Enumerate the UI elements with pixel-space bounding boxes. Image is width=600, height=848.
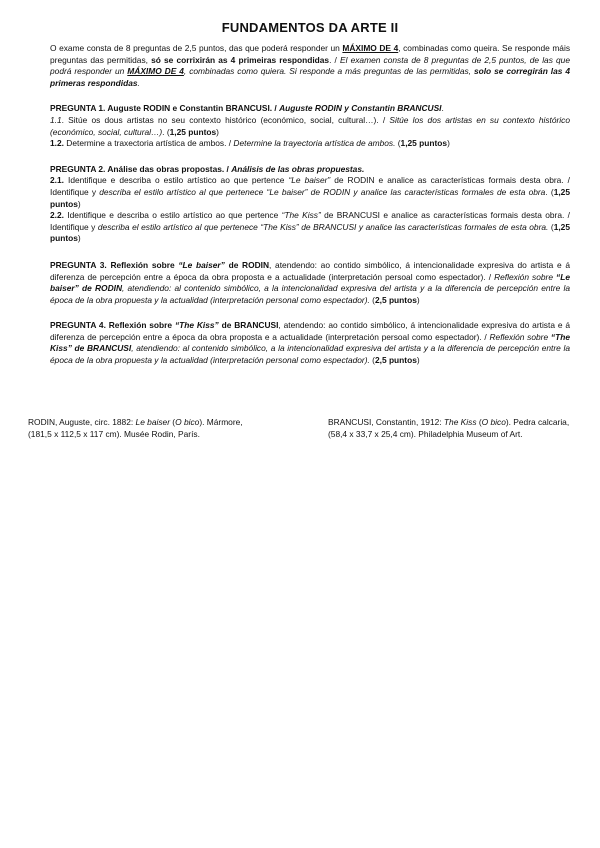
subquestion-text: Determine a traxectoria artística de ambos. /	[63, 138, 234, 149]
subquestion-text: de BRANCUSI e analice as características formais desta obra. / Identifique y	[50, 210, 570, 232]
subquestion-number: 2.1.	[50, 175, 64, 186]
points-label: 1,25 puntos	[400, 138, 448, 149]
exam-instructions	[50, 43, 570, 89]
question-2-2	[50, 210, 570, 245]
correction-rule: só se corrixirán as 4 primeiras respondidas	[151, 54, 330, 65]
separator: . /	[269, 103, 280, 114]
subquestion-text: Identifique e describa o estilo artístico ao que pertence	[63, 175, 289, 186]
artwork-alt-title: O bico	[175, 417, 200, 427]
artwork-captions	[28, 417, 576, 467]
exam-title: FUNDAMENTOS DA ARTE II	[221, 20, 399, 35]
artwork-title: “Le baiser”	[178, 259, 225, 270]
subquestion-number: 1.2.	[50, 138, 64, 149]
separator: . /	[329, 54, 341, 65]
max-answers-label-es: MÁXIMO DE 4	[127, 66, 184, 77]
caption-text: RODIN, Auguste, circ. 1882:	[28, 417, 136, 427]
artwork-title: Le baiser	[135, 417, 170, 427]
subquestion-text-es: Determine la trayectoria artística de ambos.	[233, 138, 396, 149]
points-label: 2,5 puntos	[374, 355, 417, 366]
heading-text: PREGUNTA 2. Análise das obras propostas. /	[50, 163, 232, 174]
max-answers-label: MÁXIMO DE 4	[342, 43, 399, 53]
subquestion-text: . Sitúe os dous artistas no seu contexto histórico (económico, social, cultural…). /	[61, 114, 390, 125]
heading-text: PREGUNTA 3. Reflexión sobre	[50, 259, 179, 270]
instructions-text: O exame consta de 8 preguntas de 2,5 puntos, das que poderá responder un	[50, 43, 343, 53]
question-body: , atendendo: ao contido simbólico, á intencionalidade expresiva do artista e á diferenza de percepción entre a época da obra proposta e a actualidade (interpretación persoal como espectador). /	[50, 320, 570, 342]
punctuation: (	[395, 138, 401, 149]
artwork-title-es: “Le baiser” de RODIN	[50, 271, 570, 294]
artwork-title: “The Kiss”	[174, 320, 219, 331]
instructions-text: , combinadas como queira. Se responde máis preguntas das permitidas,	[50, 43, 571, 65]
subquestion-text: Identifique e describa o estilo artístico ao que pertence	[63, 210, 282, 221]
points-label: 1,25 puntos	[50, 221, 570, 244]
heading-text-es: Análisis de las obras propuestas.	[231, 163, 365, 174]
heading-text: de RODIN	[224, 259, 270, 270]
punctuation: . (	[162, 126, 170, 137]
question-2	[50, 164, 570, 245]
punctuation: .	[137, 77, 140, 88]
artwork-title: “The Kiss”	[281, 210, 321, 221]
heading-text: de BRANCUSI	[218, 320, 279, 331]
points-label: 1,25 puntos	[169, 126, 217, 137]
punctuation: )	[416, 355, 420, 366]
question-1	[50, 103, 570, 149]
exam-page	[50, 20, 570, 367]
question-1-heading	[50, 103, 570, 115]
correction-rule-es: solo se corregirán las 4 primeras respondidas	[50, 66, 570, 88]
question-1-1	[50, 115, 570, 138]
punctuation: . (	[545, 186, 554, 197]
artwork-title: “Le baiser”	[288, 175, 331, 186]
subquestion-text-es: describa el estilo artístico al que pertenece “The Kiss” de BRANCUSI y analice las características formales de esta obra.	[97, 221, 549, 232]
subquestion-text: de RODIN e analice as características formais desta obra. / Identifique y	[50, 175, 570, 197]
punctuation: )	[77, 198, 81, 209]
question-1-2	[50, 138, 570, 150]
instructions-text-es: , combinadas como quiera. Si responde a más preguntas de las permitidas,	[183, 66, 474, 77]
question-body: , atendendo: ao contido simbólico, á intencionalidade expresiva do artista e á diferenza de percepción entre a época da obra proposta e a actualidade (interpretación persoal como espectador). /	[50, 259, 570, 282]
punctuation: )	[416, 294, 420, 305]
caption-text: ). Pedra calcaria, (58,4 x 33,7 x 25,4 cm). Philadelphia Museum of Art.	[328, 417, 570, 439]
artwork-alt-title: O bico	[481, 417, 506, 427]
question-body-es: Reflexión sobre	[494, 271, 557, 282]
caption-brancusi	[328, 417, 576, 440]
question-2-1	[50, 175, 570, 210]
punctuation: )	[216, 126, 219, 137]
subquestion-text-es: Sitúe los dos artistas en su contexto histórico (económico, social, cultural…)	[50, 114, 570, 137]
question-2-heading	[50, 164, 570, 176]
caption-text: ). Mármore, (181,5 x 112,5 x 117 cm). Musée Rodin, París.	[28, 417, 243, 439]
punctuation: (	[369, 355, 375, 366]
points-label: 2,5 puntos	[374, 294, 417, 305]
heading-text: PREGUNTA 4. Reflexión sobre	[50, 320, 175, 331]
punctuation: )	[77, 233, 81, 244]
caption-text: BRANCUSI, Constantin, 1912:	[328, 417, 444, 427]
question-body-es: , atendiendo: al contenido simbólico, a la intencionalidad expresiva del artista y a la diferencia de percepción entre la época de la obra propuesta y la actualidad (interpretación personal como espectador).	[50, 343, 571, 366]
heading-text-es: Auguste RODIN y Constantin BRANCUSI	[279, 103, 442, 114]
subquestion-text-es: describa el estilo artístico al que pertenece “Le baiser” de RODIN y analice las características formales de esta obra	[99, 186, 546, 197]
instructions-text-es: El examen consta de 8 preguntas de 2,5 puntos, de las que podrá responder un	[50, 54, 570, 77]
question-3	[50, 260, 570, 306]
question-3-text	[50, 260, 570, 306]
punctuation: (	[369, 294, 375, 305]
punctuation: (	[548, 221, 554, 232]
points-label: 1,25 puntos	[50, 186, 570, 209]
heading-text: PREGUNTA 1. Auguste RODIN e Constantin BRANCUSI	[50, 103, 270, 114]
artwork-title: The Kiss	[443, 417, 477, 427]
caption-text: (	[169, 417, 176, 427]
question-4	[50, 320, 570, 366]
question-body-es: Reflexión sobre	[489, 331, 551, 342]
question-body-es: , atendiendo: al contenido simbólico, a la intencionalidad expresiva del artista y a la diferencia de percepción entre la época de la obra propuesta y la actualidad (interpretación personal como espectador).	[50, 283, 570, 305]
caption-rodin	[28, 417, 268, 440]
subquestion-number: 1.1	[50, 114, 62, 125]
question-4-text	[50, 320, 570, 366]
punctuation: .	[441, 103, 444, 114]
artwork-title-es: “The Kiss” de BRANCUSI	[50, 331, 570, 354]
subquestion-number: 2.2.	[50, 210, 64, 221]
caption-text: (	[476, 417, 482, 427]
punctuation: )	[447, 138, 450, 149]
